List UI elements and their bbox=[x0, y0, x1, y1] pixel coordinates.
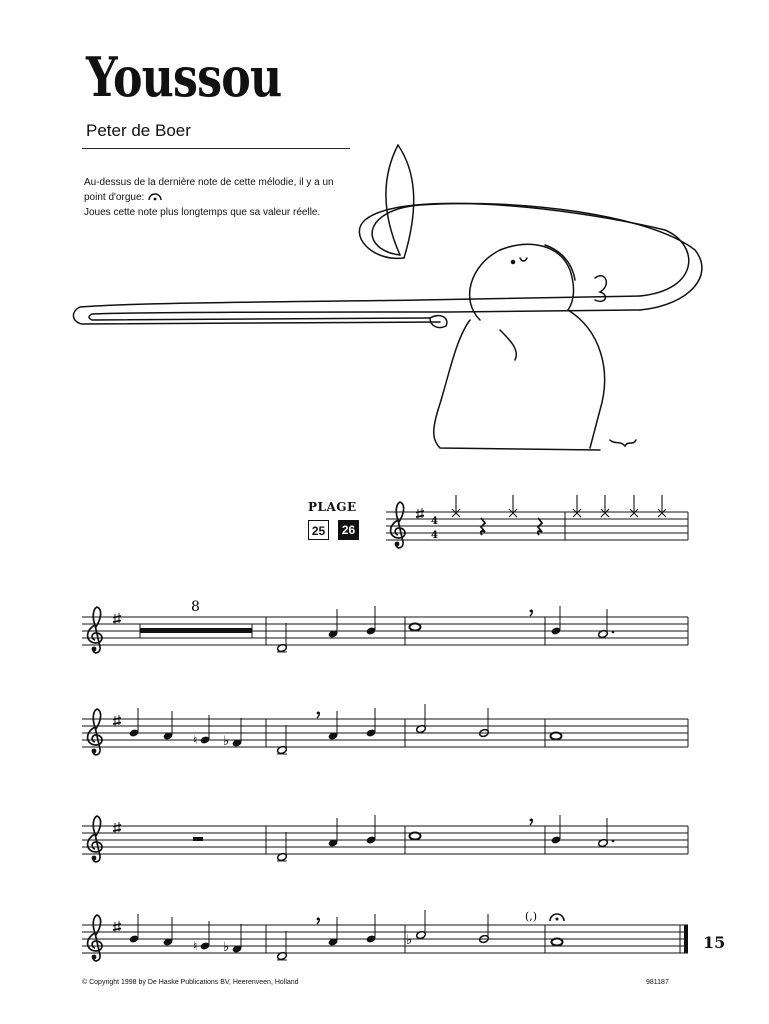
piece-title: Youssou bbox=[86, 45, 282, 109]
treble-clef bbox=[88, 915, 102, 961]
breath-mark bbox=[317, 712, 320, 718]
breath-mark bbox=[530, 610, 533, 616]
breath-mark bbox=[317, 918, 320, 924]
staff-system-3 bbox=[82, 815, 688, 862]
quarter-rest bbox=[481, 518, 485, 535]
staff-system-1 bbox=[82, 599, 688, 653]
flat-sign: ♭ bbox=[406, 933, 413, 948]
page-number: 15 bbox=[703, 933, 726, 952]
fermata-icon bbox=[550, 914, 564, 921]
track-25-badge: 25 bbox=[308, 520, 329, 540]
treble-clef bbox=[88, 607, 102, 653]
trombone-player-illustration bbox=[73, 145, 701, 450]
track-26-badge: 26 bbox=[338, 520, 359, 540]
key-sharp bbox=[416, 508, 424, 519]
multi-measure-rest bbox=[140, 628, 252, 633]
treble-clef bbox=[391, 502, 405, 548]
natural-sign: ♮ bbox=[193, 733, 198, 747]
flat-sign: ♭ bbox=[223, 940, 230, 955]
instruction-line-2-text: point d'orgue: bbox=[84, 192, 145, 203]
multi-rest-count: 8 bbox=[191, 599, 200, 615]
staff-intro bbox=[386, 495, 688, 548]
breath-mark bbox=[530, 819, 533, 825]
staff-system-2 bbox=[82, 704, 688, 755]
time-signature-top: 4 bbox=[431, 516, 438, 527]
copyright-notice: © Copyright 1998 by De Haske Publications BV, Heerenveen, Holland bbox=[82, 979, 299, 986]
natural-sign: ♮ bbox=[193, 939, 198, 953]
staff-system-4 bbox=[82, 910, 688, 961]
percussion-count-in bbox=[452, 495, 666, 517]
whole-rest bbox=[193, 837, 203, 841]
quarter-rest bbox=[538, 518, 542, 535]
time-signature-bottom: 4 bbox=[431, 530, 438, 541]
treble-clef bbox=[88, 709, 102, 755]
key-sharp bbox=[113, 613, 121, 624]
key-sharp bbox=[113, 715, 121, 726]
flat-sign: ♭ bbox=[223, 734, 230, 749]
composer-name: Peter de Boer bbox=[86, 121, 191, 140]
optional-breath-mark: (,) bbox=[525, 910, 538, 923]
key-sharp bbox=[113, 921, 121, 932]
instruction-line-1: Au-dessus de la dernière note de cette mélodie, il y a un bbox=[84, 177, 334, 188]
final-barline bbox=[684, 925, 688, 953]
instruction-line-3: Joues cette note plus longtemps que sa valeur réelle. bbox=[84, 207, 321, 218]
catalog-number: 981187 bbox=[646, 979, 669, 986]
treble-clef bbox=[88, 816, 102, 862]
plage-label: PLAGE bbox=[308, 500, 357, 514]
key-sharp bbox=[113, 822, 121, 833]
